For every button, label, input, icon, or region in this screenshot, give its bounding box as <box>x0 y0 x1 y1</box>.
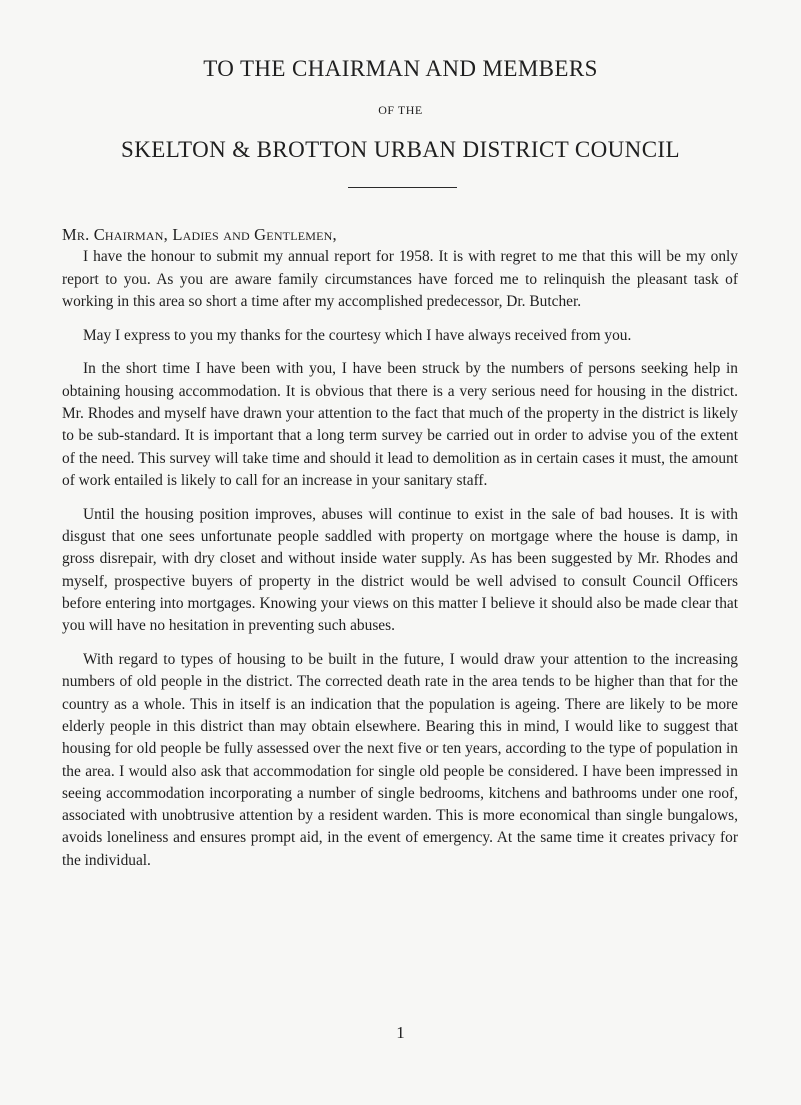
paragraph-5: With regard to types of housing to be built in the future, I would draw your attention to the increasing numbers of old people in the district. The corrected death rate in the area tends to be higher than that for the country as a whole. This in itself is an indication that the population is ageing. There are likely to be more elderly people in this district than may obtain elsewhere. Bearing this in mind, I would like to suggest that housing for old people be fully assessed over the next five or ten years, according to the type of population in the area. I would also ask that accommodation for single old people be considered. I have been impressed in seeing accommodation incorporating a number of single bedrooms, kitchens and bathrooms under one roof, associated with unobtrusive attention by a resident warden. This is more economical than single bungalows, avoids loneliness and ensures prompt aid, in the event of emergency. At the same time it creates privacy for the individual. <box>62 651 738 869</box>
heading-line-3: SKELTON & BROTTON URBAN DISTRICT COUNCIL <box>121 137 680 162</box>
paragraph-4: Until the housing position improves, abuses will continue to exist in the sale of bad houses. It is with disgust that one sees unfortunate people saddled with property on mortgage where the house is damp, in gross disrepair, with dry closet and without inside water supply. As has been suggested by Mr. Rhodes and myself, prospective buyers of property in the district would be well advised to consult Council Officers before entering into mortgages. Knowing your views on this matter I believe it should also be made clear that you will have no hesitation in preventing such abuses. <box>62 505 738 635</box>
salutation: Mr. Chairman, Ladies and Gentlemen, <box>62 225 337 244</box>
paragraph-3: In the short time I have been with you, I have been struck by the numbers of persons seeking help in obtaining housing accommodation. It is obvious that there is a very serious need for housing in the district. Mr. Rhodes and myself have drawn your attention to the fact that much of the property in the district is likely to be sub-standard. It is important that a long term survey be carried out in order to advise you of the extent of the need. This survey will take time and should it lead to demolition as in certain cases it must, the amount of work entailed is likely to call for an increase in your sanitary staff. <box>62 360 738 489</box>
heading-line-2: OF THE <box>378 103 423 117</box>
paragraph-2: May I express to you my thanks for the courtesy which I have always received from you. <box>83 326 632 344</box>
paragraph-1: I have the honour to submit my annual report for 1958. It is with regret to me that this will be my only report to you. As you are aware family circumstances have forced me to relinquish the pleasant task of working in this area so short a time after my accomplished predecessor, Dr. Butcher. <box>62 248 738 310</box>
page-number: 1 <box>396 1023 405 1042</box>
heading-line-1: TO THE CHAIRMAN AND MEMBERS <box>203 56 598 81</box>
report-body <box>62 224 738 884</box>
heading-divider <box>348 187 457 188</box>
